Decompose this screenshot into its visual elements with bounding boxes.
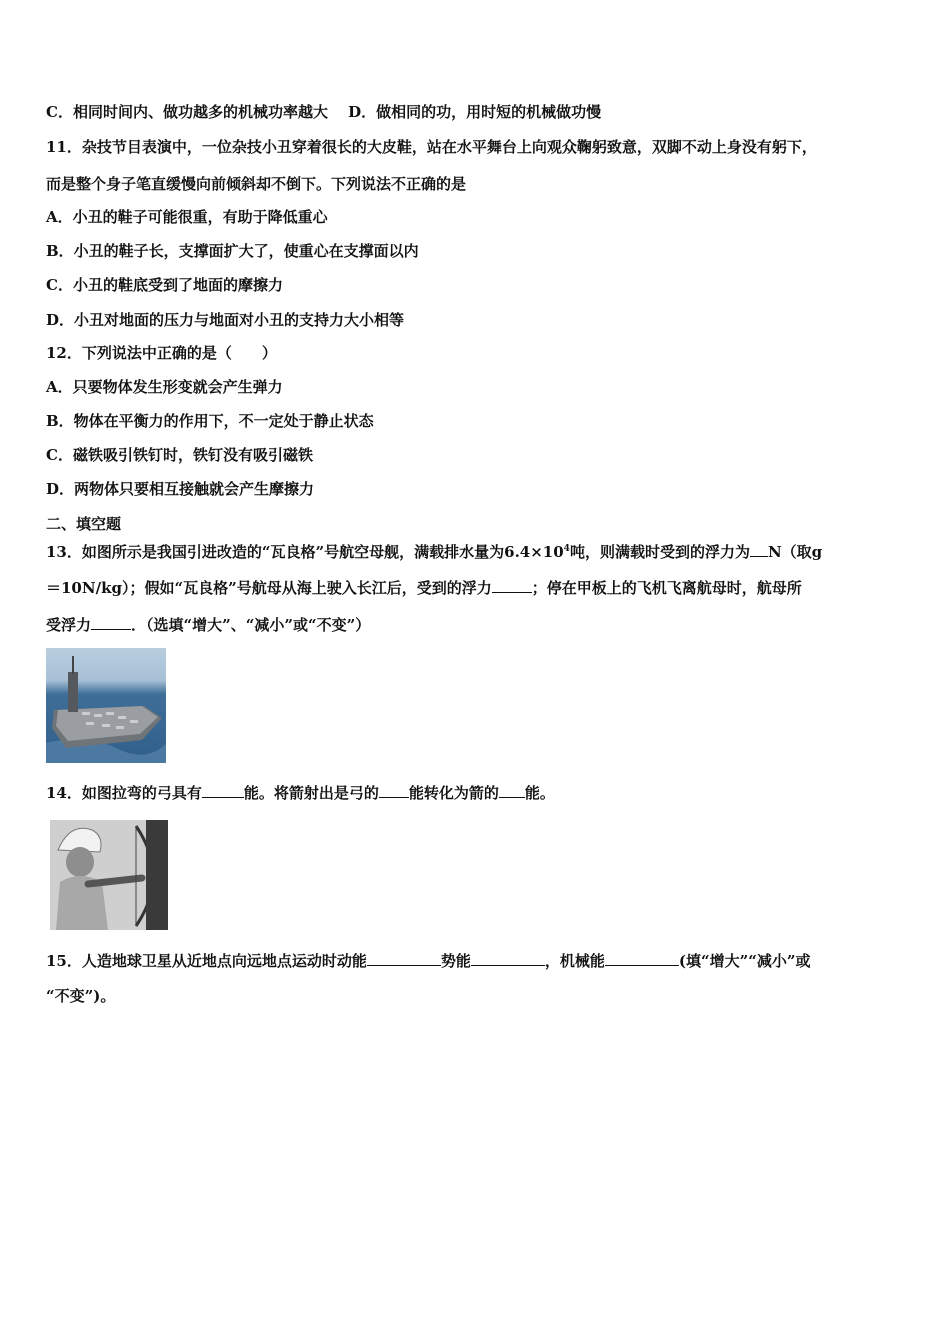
archer-illustration (50, 820, 168, 930)
carrier-mast (72, 656, 74, 674)
q13-text-2a: ＝10N/kg）；假如“瓦良格”号航母从海上驶入长江后，受到的浮力 (46, 579, 492, 597)
q15-blank-2[interactable] (471, 949, 545, 966)
q12-option-d: D．两物体只要相互接触就会产生摩擦力 (46, 480, 315, 498)
q14-line (46, 781, 555, 803)
q14-blank-3[interactable] (499, 781, 525, 798)
q15-line-2: “不变”)。 (46, 987, 116, 1005)
q15-blank-3[interactable] (605, 949, 679, 966)
q12-option-c: C．磁铁吸引铁钉时，铁钉没有吸引磁铁 (46, 446, 313, 464)
q14-blank-1[interactable] (202, 781, 244, 798)
q11-stem-line-2: 而是整个身子笔直缓慢向前倾斜却不倒下。下列说法不正确的是 (46, 175, 467, 193)
q11-option-d: D．小丑对地面的压力与地面对小丑的支持力大小相等 (46, 311, 405, 329)
q12-stem: 12．下列说法中正确的是（ ） (46, 344, 277, 362)
q15-text-a: 15．人造地球卫星从近地点向远地点运动时动能 (46, 952, 367, 970)
q14-blank-2[interactable] (379, 781, 409, 798)
q11-option-b: B．小丑的鞋子长，支撑面扩大了，使重心在支撑面以内 (46, 242, 419, 260)
aircraft-carrier-photo (46, 648, 166, 763)
dark-background-patch (146, 820, 168, 930)
q14-text-a: 14．如图拉弯的弓具有 (46, 784, 202, 802)
q14-text-d: 能。 (524, 784, 555, 802)
q15-text-b: 势能 (440, 952, 471, 970)
q14-text-c: 能转化为箭的 (408, 784, 499, 802)
q14-text-b: 能。将箭射出是弓的 (243, 784, 379, 802)
q13-line-3 (46, 613, 370, 635)
q13-text-1b: 吨，则满载时受到的浮力为 (569, 543, 750, 561)
q10-option-line: C．相同时间内、做功越多的机械功率越大 D．做相同的功，用时短的机械做功慢 (46, 103, 602, 121)
q13-text-3a: 受浮力 (46, 616, 92, 634)
q13-blank-2[interactable] (492, 576, 532, 593)
q12-option-b: B．物体在平衡力的作用下，不一定处于静止状态 (46, 412, 374, 430)
q11-option-a: A．小丑的鞋子可能很重，有助于降低重心 (46, 208, 328, 226)
q11-stem-line-1: 11．杂技节目表演中，一位杂技小丑穿着很长的大皮鞋，站在水平舞台上向观众鞠躬致意，双脚不动上身没有躬下， (46, 138, 817, 156)
q13-blank-3[interactable] (91, 613, 131, 630)
q12-option-a: A．只要物体发生形变就会产生弹力 (46, 378, 283, 396)
q15-blank-1[interactable] (367, 949, 441, 966)
archer-photo (50, 820, 168, 930)
q13-text-2b: ；停在甲板上的飞机飞离航母时，航母所 (531, 579, 802, 597)
archer-head (66, 847, 94, 877)
aircraft-carrier-illustration (46, 648, 166, 763)
section-title-fill-in: 二、填空题 (46, 515, 122, 533)
q15-text-d: (填“增大”“减小”或 (678, 952, 811, 970)
q13-line-1 (46, 539, 822, 562)
q13-text-3b: ．（选填“增大”、“减小”或“不变”） (131, 616, 371, 634)
q11-option-c: C．小丑的鞋底受到了地面的摩擦力 (46, 276, 283, 294)
q15-text-c: ，机械能 (544, 952, 605, 970)
carrier-island (68, 672, 78, 712)
q13-line-2 (46, 576, 802, 598)
q13-text-1a: 13．如图所示是我国引进改造的“瓦良格”号航空母舰，满载排水量为6.4×10 (46, 543, 564, 561)
q13-exponent: 4 (563, 544, 570, 554)
q13-blank-1[interactable] (750, 540, 768, 557)
q13-text-1c: N（取g (767, 543, 823, 561)
q15-line-1 (46, 949, 811, 971)
